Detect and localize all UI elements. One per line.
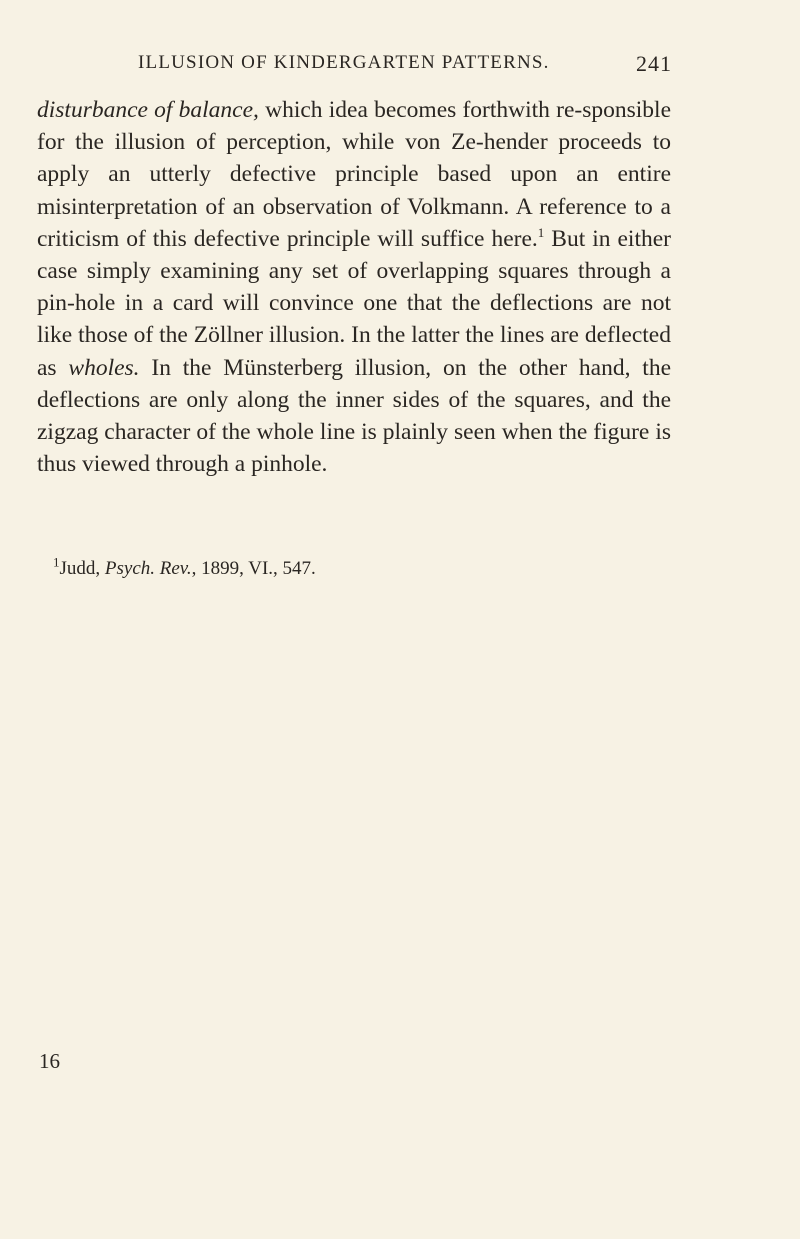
footnote-reference[interactable]: 1 <box>537 224 545 240</box>
footnote <box>53 556 673 582</box>
body-paragraph <box>37 94 671 480</box>
footnote-author: Judd, <box>59 558 105 579</box>
signature-mark: 16 <box>39 1049 60 1073</box>
italic-word-wholes: wholes. <box>68 354 140 381</box>
page-number: 241 <box>636 51 672 76</box>
body-text-segment: But in either case simply examining any set of overlapping squares through a pin-hole in a card will convince one that the deflections are not like those of the Zöllner illusion. In the latter the lines are deflected as <box>37 225 671 381</box>
footnote-marker: 1 <box>53 554 60 570</box>
italic-phrase-disturbance: disturbance of balance, <box>37 97 259 123</box>
footnote-journal: Psych. Rev. <box>104 558 192 579</box>
footnote-citation: , 1899, VI., 547. <box>191 558 316 579</box>
running-head <box>138 52 672 82</box>
body-text-segment: In the Münsterberg illusion, on the other hand, the deflections are only along the inner sides of the squares, and the zigzag character of the whole line is plainly seen when the figure is thus viewed through a pinhole. <box>37 354 672 478</box>
body-text-segment: which idea becomes forthwith re-sponsible for the illusion of perception, while von Ze-hender proceeds to apply an utterly defective principle based upon an entire misinterpretation of an observation of Volkmann. A reference to a criticism of this defective principle will suffice here. <box>37 97 671 252</box>
running-title: ILLUSION OF KINDERGARTEN PATTERNS. <box>138 52 550 73</box>
